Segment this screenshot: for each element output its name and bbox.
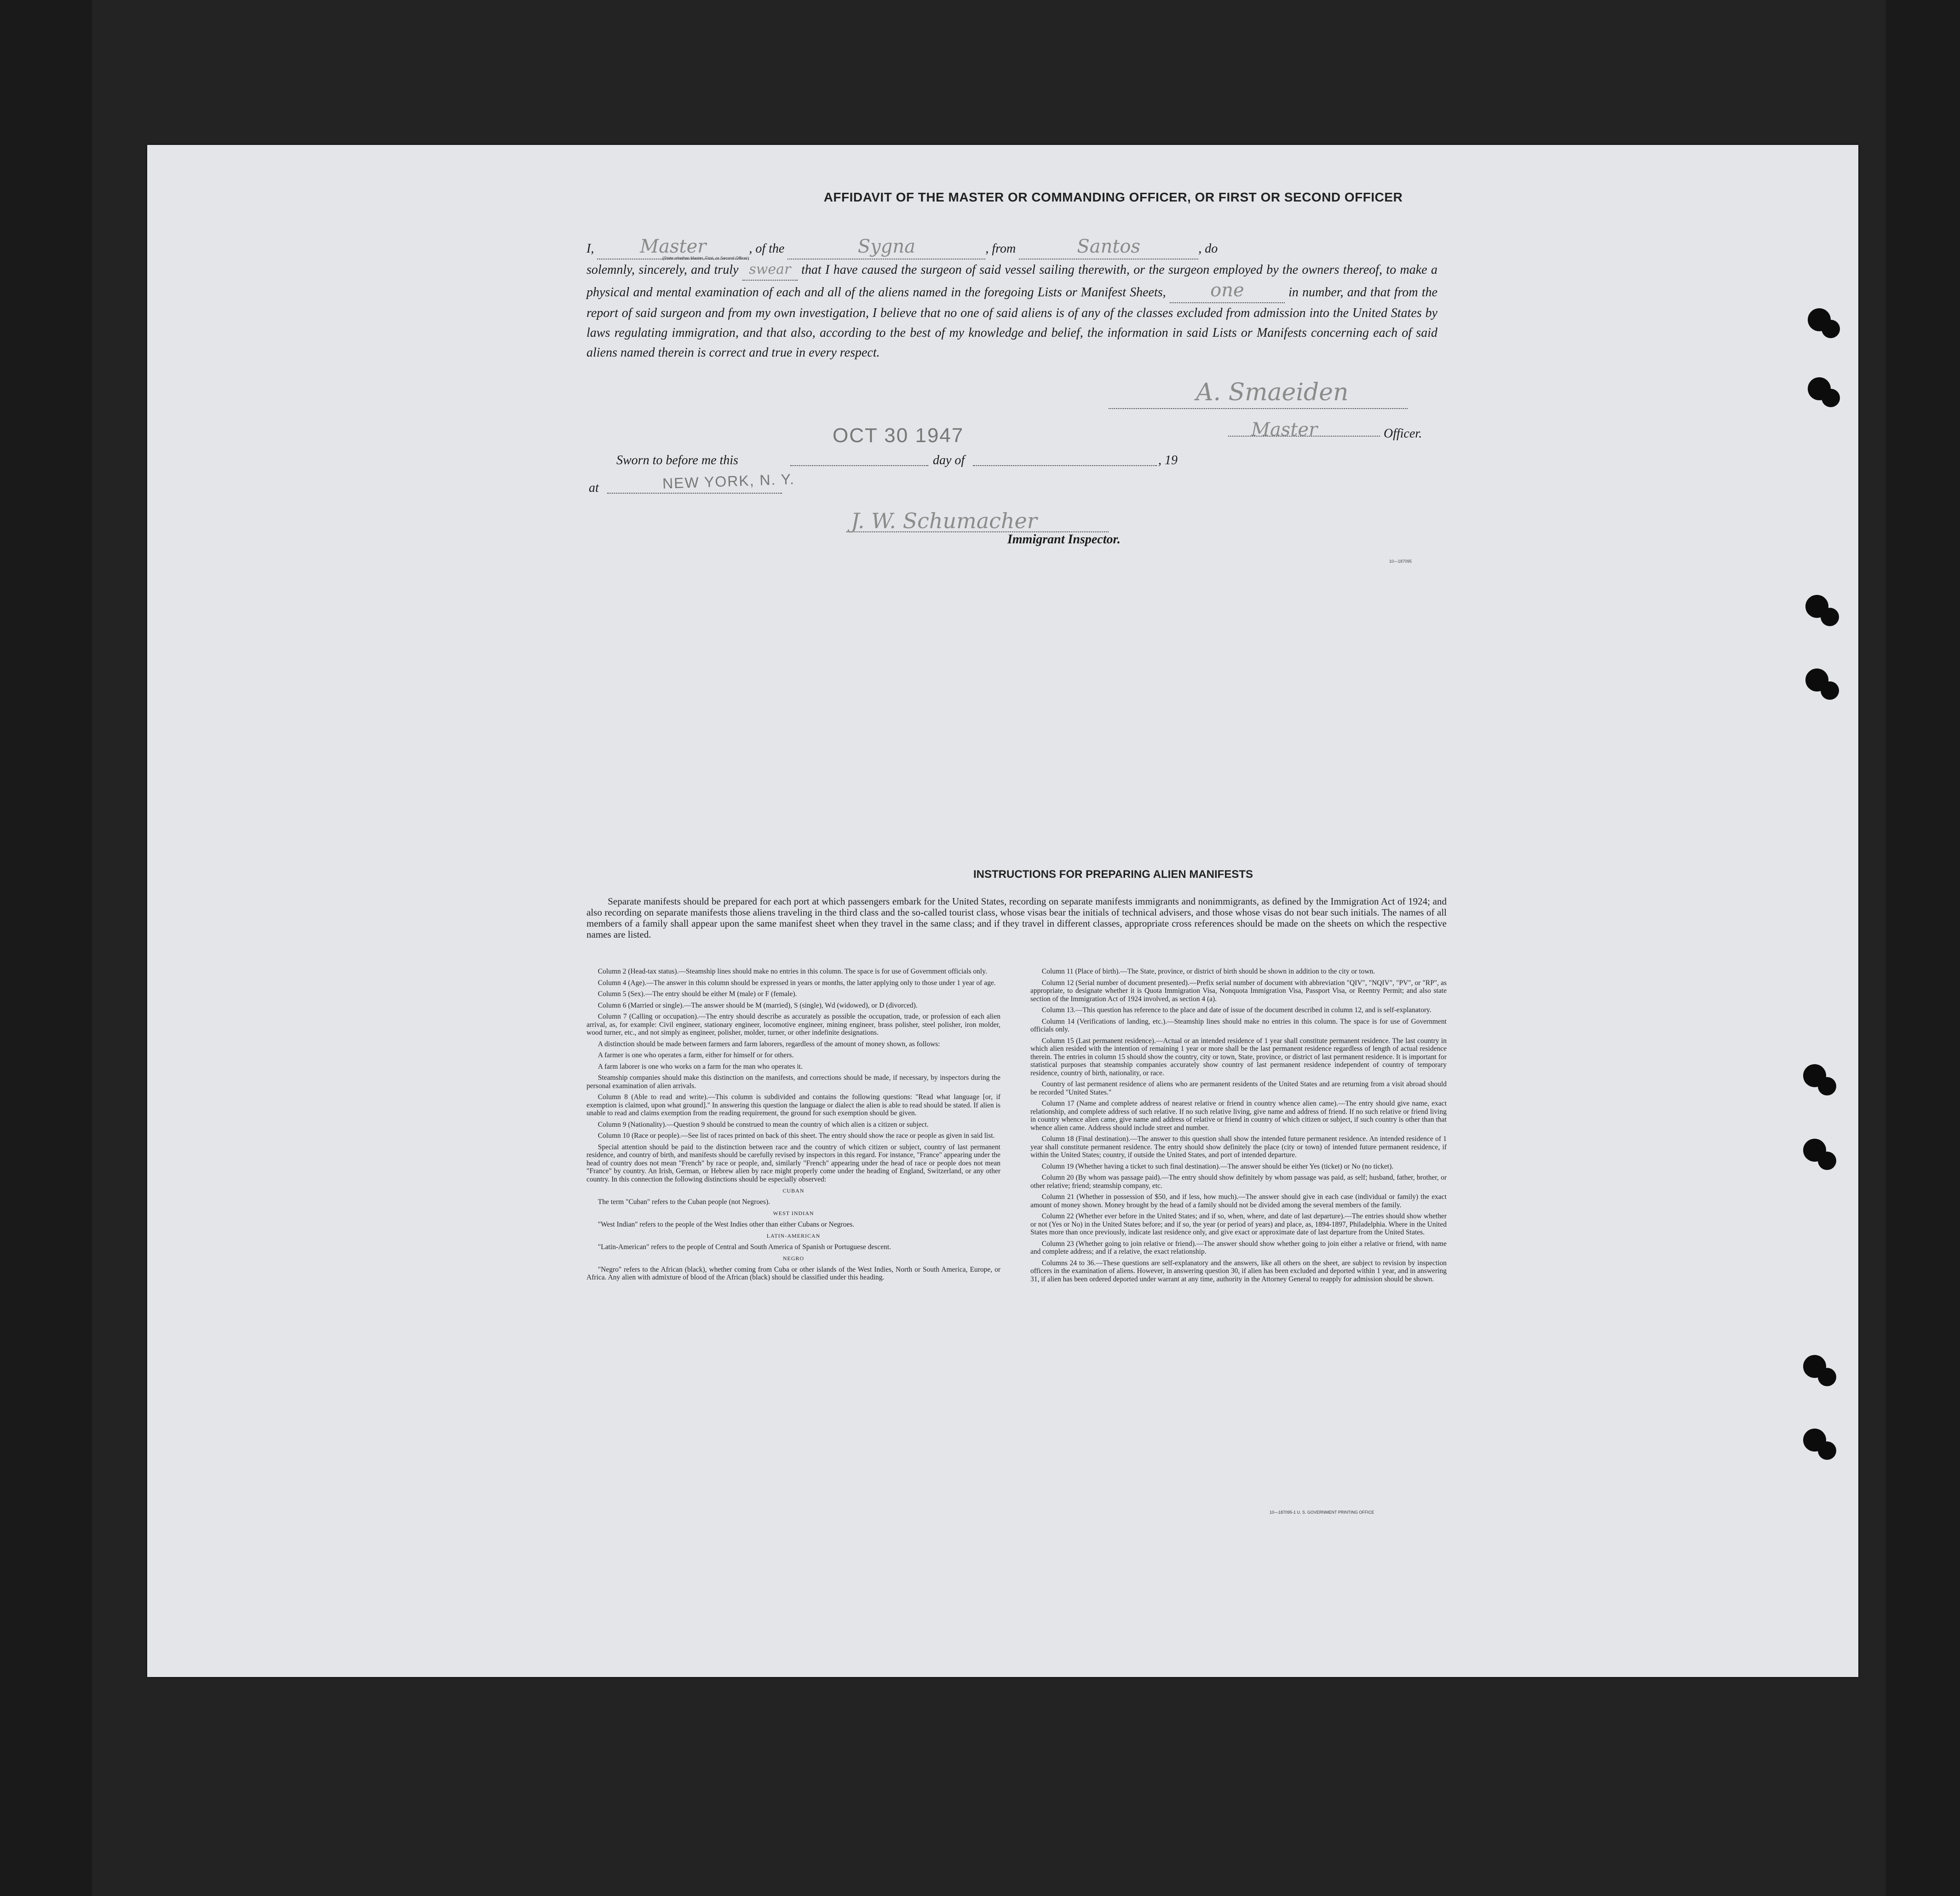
place-stamp: NEW YORK, N. Y. [662, 470, 795, 492]
handwritten-port: Santos [1077, 236, 1141, 257]
heading-latin-american: LATIN-AMERICAN [766, 1233, 821, 1239]
instruction-paragraph: Column 23 (Whether going to join relative or friend).—The answer should show whether going to join either a relative or friend, with name and complete address; and if a relative, the exact relationship. [1030, 1239, 1447, 1256]
affidavit-from: , from [985, 242, 1016, 256]
instructions-title: INSTRUCTIONS FOR PREPARING ALIEN MANIFESTS [973, 868, 1253, 881]
punch-hole [1821, 608, 1839, 626]
instruction-paragraph: A farm laborer is one who works on a farm for the man who operates it. [598, 1062, 803, 1071]
instruction-paragraph: Column 22 (Whether ever before in the United States; and if so, when, where, and date of last departure).—The entries should show whether or not (Yes or No) in the United States before; and if so, the year (or period of years) and place, as, 1894-1897, Philadelphia. Where in the United States more than once previously, indicate last residence only, and give exact or approximate date of last departure from the United States. [1030, 1212, 1447, 1236]
instructions-right-column [1030, 968, 1447, 1286]
instruction-paragraph: Column 8 (Able to read and write).—This column is subdivided and contains the following questions: "Read what language [or, if exemption is claimed, upon what ground]." In answering this question the language or dialect the alien is able to read should be stated. If alien is unable to read and claims exemption from the reading requirement, the ground for such exemption should be given. [586, 1093, 1000, 1117]
instruction-paragraph: Column 15 (Last permanent residence).—Actual or an intended residence of 1 year shall constitute permanent residence. The last country in which alien resided with the intention of remaining 1 year or more shall be the last permanent residence regardless of length of actual residence therein. The entries in column 15 should show the country, city or town, State, province, or district of last permanent residence. It is important for statistical purposes that steamship companies accurately show country of last permanent residence independent of country of temporary residence, country of birth, nationality, or race. [1030, 1037, 1447, 1077]
officer-title-handwritten: Master [1251, 419, 1318, 440]
instruction-paragraph: "Negro" refers to the African (black), whether coming from Cuba or other islands of the West Indies, North or South America, Europe, or Africa. Any alien with admixture of blood of the African (black) should be classified under this heading. [586, 1265, 1000, 1281]
instruction-paragraph: "Latin-American" refers to the people of Central and South America of Spanish or Portuguese descent. [598, 1243, 891, 1251]
sworn-label: Sworn to before me this [616, 453, 738, 467]
instruction-paragraph: Steamship companies should make this distinction on the manifests, and corrections should be made, if necessary, by inspectors during the personal examination of alien arrivals. [586, 1074, 1000, 1090]
affidavit-surgeon-text: that I have caused the surgeon of said vessel sailing therewith, or the surgeon employed by the owners thereof, to make a physical and mental examination of each and all of the aliens named in the foregoing Lists or Manifest Sheets, [586, 263, 1437, 300]
officer-title-line [1228, 436, 1380, 437]
affidavit-title: AFFIDAVIT OF THE MASTER OR COMMANDING OFFICER, OR FIRST OR SECOND OFFICER [823, 190, 1403, 204]
handwritten-number: one [1210, 280, 1244, 301]
rank-note: (State whether Master, First, or Second Officer) [662, 256, 749, 260]
instruction-paragraph: Column 14 (Verifications of landing, etc.).—Steamship lines should make no entries in this column. The space is for use of Government officials only. [1030, 1017, 1447, 1033]
punch-hole [1818, 1077, 1836, 1095]
affidavit-rest-text: in number, and that from the report of said surgeon and from my own investigation, I believe that no one of said aliens is of any of the classes excluded from admission into the United States by laws regulating immigration, and that also, according to the best of my knowledge and belief, the information in said Lists or Manifests concerning each of said aliens named therein is correct and true in every respect. [586, 285, 1438, 360]
at-line [607, 493, 782, 494]
instruction-paragraph: Column 11 (Place of birth).—The State, province, or district of birth should be shown in addition to the city or town. [1041, 968, 1375, 975]
page [147, 145, 1858, 1677]
instruction-paragraph: Column 12 (Serial number of document presented).—Prefix serial number of document with abbreviation "QIV", "NQIV", "PV", or "RP", as appropriate, to designate whether it is Quota Immigration Visa, Nonquota Immigration Visa, Passport Visa, or Reentry Permit; and also state section of the Immigration Act of 1924 involved, as section 4 (a). [1030, 979, 1447, 1003]
day-of-label: day of [933, 453, 965, 467]
form-number: 10—187095 [1389, 559, 1412, 564]
punch-hole [1821, 681, 1839, 700]
heading-west-indian: WEST INDIAN [773, 1210, 814, 1216]
year-label: , 19 [1158, 453, 1178, 467]
instruction-paragraph: The term "Cuban" refers to the Cuban people (not Negroes). [598, 1198, 770, 1206]
punch-hole [1818, 1368, 1836, 1386]
instruction-paragraph: Column 7 (Calling or occupation).—The entry should describe as accurately as possible the occupation, trade, or profession of each alien arrival, as, for example: Civil engineer, stationary engineer, locomotive engineer, mining engineer, brass polisher, steel polisher, iron molder, wood turner, etc., and not simply as engineer, polisher, molder, turner, or other indefinite designations. [586, 1013, 1000, 1037]
officer-signature: A. Smaeiden [1196, 379, 1349, 406]
instruction-paragraph: A farmer is one who operates a farm, either for himself or for others. [598, 1051, 794, 1059]
instruction-paragraph: Special attention should be paid to the distinction between race and the country of which citizen or subject, country of last permanent residence, and country of birth, and manifests should be carefully revised by inspectors in this regard. For instance, "France" appearing under the head of country does not mean "French" by race or people, and, similarly "French" appearing under the head of race or people does not mean "France" by country. An Irish, German, or Hebrew alien by race might properly come under the heading of England, Switzerland, or any other country. In this connection the following distinctions should be especially observed: [586, 1143, 1000, 1183]
instruction-paragraph: Column 21 (Whether in possession of $50, and if less, how much).—The answer should give in each case (individual or family) the exact amount of money shown. Money brought by the head of a family should not be divided among the several members of the family. [1030, 1193, 1447, 1209]
sworn-month-line [973, 465, 1157, 466]
punch-hole [1822, 320, 1840, 338]
instruction-paragraph: Column 4 (Age).—The answer in this column should be expressed in years or months, the latter applying only to those under 1 year of age. [598, 979, 996, 987]
handwritten-swear: swear [749, 261, 791, 277]
sworn-day-line [790, 465, 928, 466]
heading-cuban: CUBAN [782, 1187, 805, 1194]
instruction-paragraph: Column 19 (Whether having a ticket to such final destination).—The answer should be either Yes (ticket) or No (no ticket). [1041, 1162, 1394, 1170]
instruction-paragraph: Column 9 (Nationality).—Question 9 should be construed to mean the country of which alien is a citizen or subject. [598, 1120, 929, 1129]
heading-negro: NEGRO [782, 1255, 805, 1262]
affidavit-of-the: , of the [749, 242, 785, 256]
instruction-paragraph: Column 10 (Race or people).—See list of races printed on back of this sheet. The entry should show the race or people as given in said list. [598, 1132, 995, 1140]
instruction-paragraph: Column 5 (Sex).—The entry should be either M (male) or F (female). [598, 990, 797, 998]
instructions-left-column [586, 968, 1000, 1285]
handwritten-rank: Master [640, 236, 707, 257]
instructions-intro: Separate manifests should be prepared for each port at which passengers embark for the United States, recording on separate manifests immigrants and nonimmigrants, as defined by the Immigration Act of 1924; and also recording on separate manifests those aliens traveling in the third class and the so-called tourist class, whose visas bear the initials of technical advisers, and those whose visas do not bear such initials. The names of all members of a family shall appear upon the same manifest sheet when they travel in the same class; and if they travel in different classes, appropriate cross references should be made on the sheets on which the respective names are listed. [586, 896, 1447, 940]
instruction-paragraph: Column 18 (Final destination).—The answer to this question shall show the intended future permanent residence. An intended residence of 1 year shall constitute permanent residence. The entry should show definitely the place (city or town) of intended future permanent residence, if within the United States; country, if outside the United States, and port of intended departure. [1030, 1135, 1447, 1159]
instruction-paragraph: Column 2 (Head-tax status).—Steamship lines should make no entries in this column. The space is for use of Government officials only. [598, 968, 987, 975]
officer-label: Officer. [1384, 426, 1422, 441]
at-label: at [589, 481, 599, 495]
date-stamp: OCT 30 1947 [833, 424, 964, 447]
instruction-paragraph: Column 13.—This question has reference to the place and date of issue of the document described in column 12, and is self-explanatory. [1041, 1006, 1431, 1014]
instruction-paragraph: Column 6 (Married or single).—The answer should be M (married), S (single), Wd (widowed), or D (divorced). [598, 1001, 918, 1009]
affidavit-i: I, [586, 242, 594, 256]
punch-hole [1818, 1152, 1836, 1170]
punch-hole [1818, 1441, 1836, 1460]
officer-signature-line [1109, 408, 1408, 409]
instruction-paragraph: "West Indian" refers to the people of the West Indies other than either Cubans or Negroes. [598, 1220, 855, 1228]
instruction-paragraph: Columns 24 to 36.—These questions are self-explanatory and the answers, like all others on the sheet, are subject to revision by inspection officers in the examination of aliens. However, in answering question 30, if alien has been excluded and deported within 1 year, and in answering 31, if alien has been ordered deported under warrant at any time, authority in the Attorney General to reapply for admission should be shown. [1030, 1259, 1447, 1283]
instruction-paragraph: A distinction should be made between farmers and farm laborers, regardless of the amount of money shown, as follows: [598, 1040, 940, 1048]
manifest-sheet [147, 145, 1858, 1677]
handwritten-vessel: Sygna [857, 236, 915, 257]
printing-office-footer: 10—187095-1 U. S. GOVERNMENT PRINTING OFFICE [1270, 1510, 1374, 1515]
affidavit-solemnly: solemnly, sincerely, and truly [586, 263, 739, 277]
instruction-paragraph: Country of last permanent residence of aliens who are permanent residents of the United States and are returning from a visit abroad should be recorded "United States." [1030, 1080, 1447, 1096]
instruction-paragraph: Column 17 (Name and complete address of nearest relative or friend in country whence alien came).—The entry should give name, exact relationship, and complete address of such relative. If no such relative living, give name and address of friend. If no such relative or friend living in country whence alien came, give name and address of relative or friend in country of which citizen or subject, if such country is other than that whence alien came. Address should include street and number. [1030, 1100, 1447, 1132]
affidavit-do: , do [1198, 242, 1218, 256]
inspector-signature: J. W. Schumacher [851, 508, 1037, 533]
punch-hole [1822, 389, 1840, 407]
inspector-label: Immigrant Inspector. [1007, 532, 1121, 547]
instruction-paragraph: Column 20 (By whom was passage paid).—The entry should show definitely by whom passage was paid, as self; husband, father, brother, or other relative; friend; steamship company, etc. [1030, 1174, 1447, 1190]
